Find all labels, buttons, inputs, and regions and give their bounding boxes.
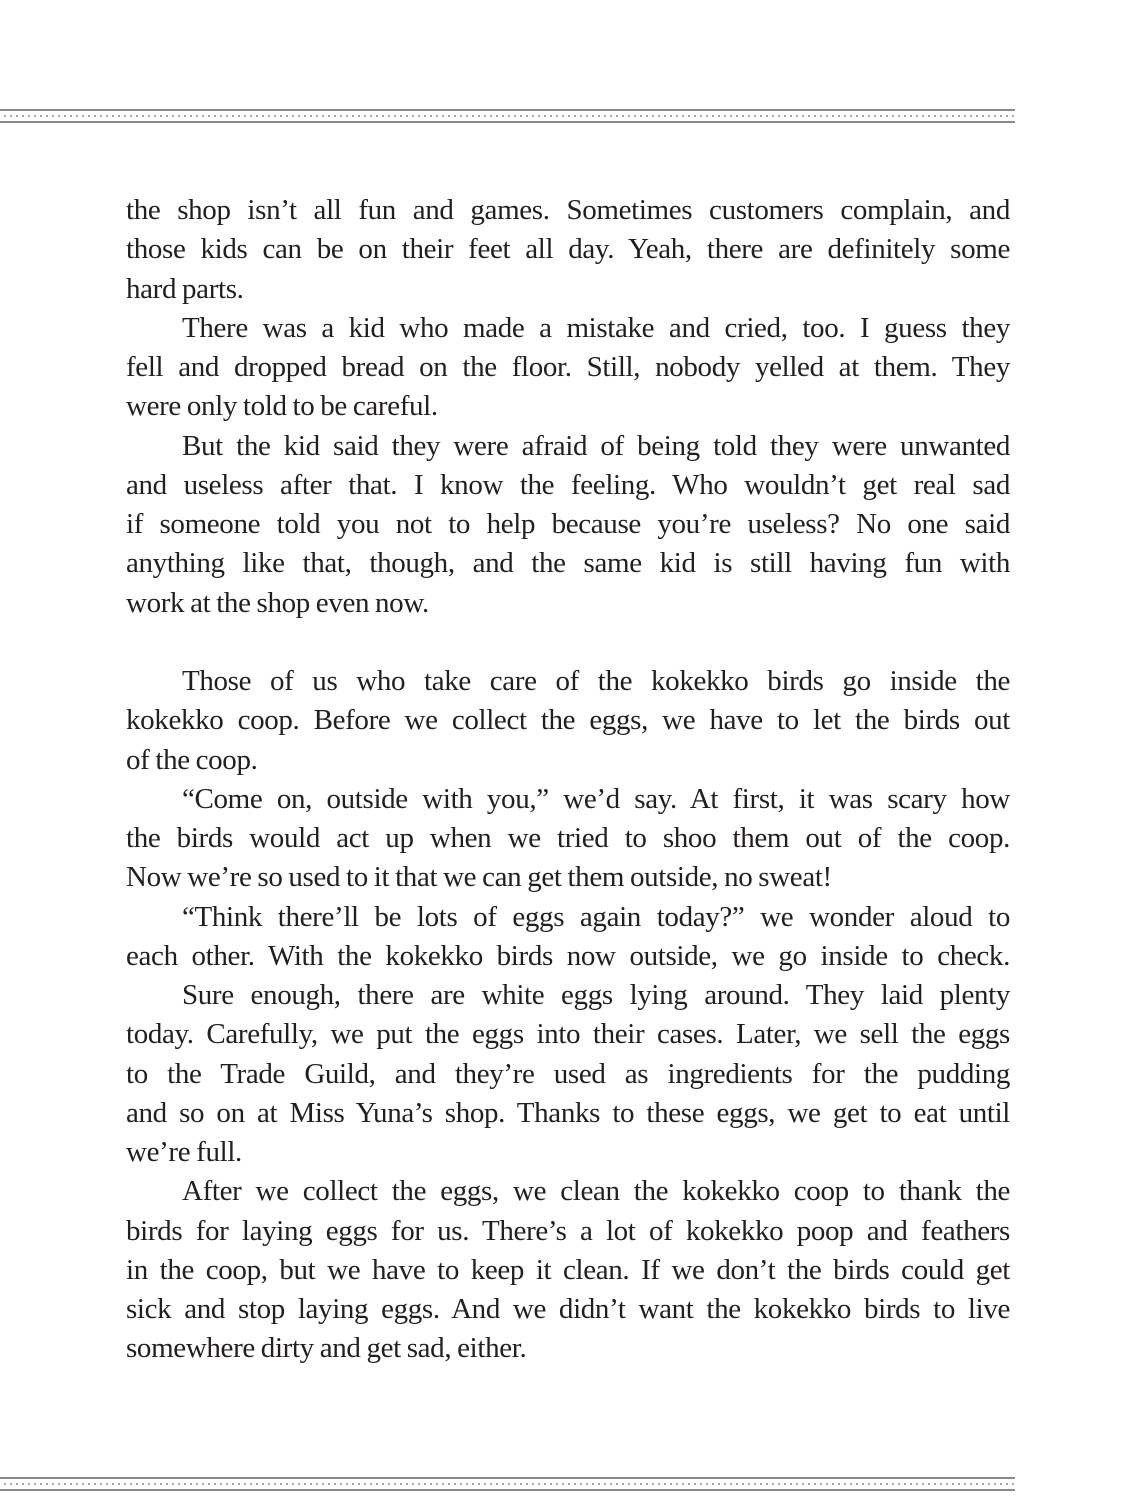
text-line: sick and stop laying eggs. And we didn’t want the kokekko birds to live bbox=[126, 1293, 1010, 1325]
paragraph bbox=[126, 309, 1010, 427]
text-line: the shop isn’t all fun and games. Sometimes customers complain, and bbox=[126, 194, 1010, 226]
text-line: the birds would act up when we tried to shoo them out of the coop. bbox=[126, 822, 1010, 854]
text-line: to the Trade Guild, and they’re used as ingredients for the pudding bbox=[126, 1057, 1010, 1090]
text-line: each other. With the kokekko birds now outside, we go inside to check. bbox=[126, 939, 1010, 972]
text-line: fell and dropped bread on the floor. Still, nobody yelled at them. They bbox=[126, 351, 1010, 383]
rule-line bbox=[0, 109, 1015, 111]
rule-line bbox=[0, 1489, 1015, 1491]
text-line: “Think there’ll be lots of eggs again today?” we wonder aloud to bbox=[182, 900, 1010, 933]
text-line: of the coop. bbox=[126, 743, 258, 776]
text-line: and so on at Miss Yuna’s shop. Thanks to these eggs, we get to eat until bbox=[126, 1096, 1010, 1129]
text-line: we’re full. bbox=[126, 1136, 242, 1168]
text-line: birds for laying eggs for us. There’s a lot of kokekko poop and feathers bbox=[126, 1214, 1010, 1247]
bottom-decorative-rule bbox=[0, 1477, 1015, 1491]
rule-line bbox=[0, 1477, 1015, 1479]
paragraph bbox=[126, 976, 1010, 1172]
text-line: those kids can be on their feet all day. Yeah, there are definitely some bbox=[126, 233, 1010, 266]
text-line: hard parts. bbox=[126, 272, 244, 305]
section-break bbox=[126, 623, 1010, 662]
page-body-text bbox=[126, 191, 1010, 1369]
text-line: “Come on, outside with you,” we’d say. At first, it was scary how bbox=[182, 782, 1010, 815]
paragraph bbox=[126, 898, 1010, 977]
text-line: anything like that, though, and the same kid is still having fun with bbox=[126, 547, 1010, 580]
paragraph bbox=[126, 780, 1010, 898]
text-line: kokekko coop. Before we collect the eggs, we have to let the birds out bbox=[126, 704, 1010, 737]
top-decorative-rule bbox=[0, 109, 1015, 123]
text-line: and useless after that. I know the feeling. Who wouldn’t get real sad bbox=[126, 468, 1010, 501]
text-line: today. Carefully, we put the eggs into their cases. Later, we sell the eggs bbox=[126, 1018, 1010, 1051]
paragraph bbox=[126, 191, 1010, 309]
text-line: Now we’re so used to it that we can get them outside, no sweat! bbox=[126, 861, 832, 894]
text-line: somewhere dirty and get sad, either. bbox=[126, 1332, 527, 1365]
rule-dots bbox=[2, 1483, 1015, 1485]
text-line: There was a kid who made a mistake and cried, too. I guess they bbox=[182, 311, 1010, 344]
rule-line bbox=[0, 121, 1015, 123]
text-line: were only told to be careful. bbox=[126, 390, 438, 423]
rule-dots bbox=[2, 115, 1015, 117]
text-line: But the kid said they were afraid of being told they were unwanted bbox=[182, 429, 1010, 462]
paragraph bbox=[126, 427, 1010, 623]
text-line: After we collect the eggs, we clean the kokekko coop to thank the bbox=[182, 1175, 1010, 1208]
paragraph bbox=[126, 1172, 1010, 1368]
text-line: work at the shop even now. bbox=[126, 586, 429, 619]
text-line: if someone told you not to help because you’re useless? No one said bbox=[126, 508, 1010, 540]
text-line: Sure enough, there are white eggs lying around. They laid plenty bbox=[182, 979, 1010, 1011]
text-line: Those of us who take care of the kokekko birds go inside the bbox=[182, 665, 1010, 697]
paragraph bbox=[126, 662, 1010, 780]
text-line: in the coop, but we have to keep it clean. If we don’t the birds could get bbox=[126, 1253, 1010, 1286]
